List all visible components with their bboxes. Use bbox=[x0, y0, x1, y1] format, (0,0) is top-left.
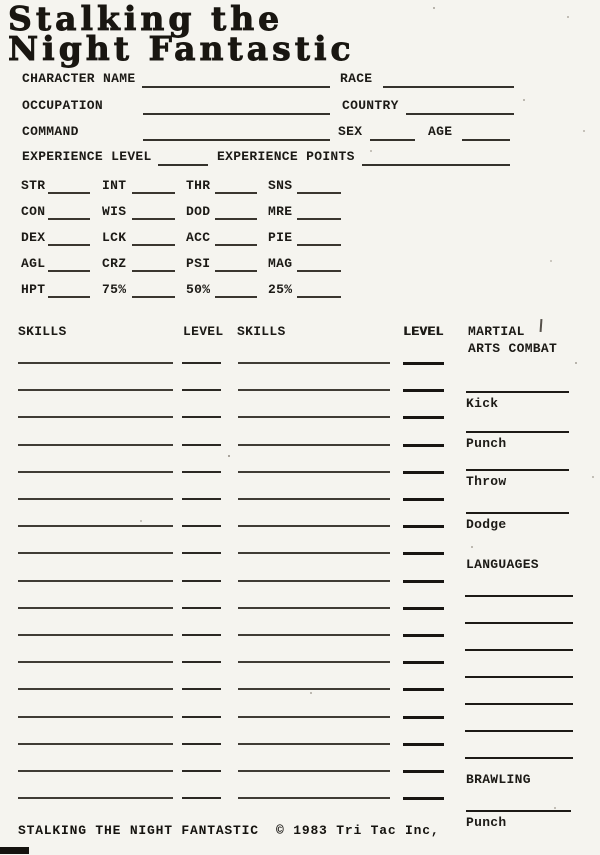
stat-value-line bbox=[215, 218, 257, 220]
language-line bbox=[465, 649, 573, 651]
skill-level-line bbox=[403, 661, 444, 664]
skill-level-line bbox=[182, 580, 221, 582]
stat-value-line bbox=[297, 296, 341, 298]
stat-label: CRZ bbox=[102, 256, 127, 271]
martial-move-label: Throw bbox=[466, 474, 507, 489]
skill-level-line bbox=[403, 362, 444, 365]
field-line-experience-level bbox=[158, 164, 208, 166]
skill-name-line bbox=[18, 634, 173, 636]
skill-level-line bbox=[403, 471, 444, 474]
field-label-occupation: OCCUPATION bbox=[22, 98, 104, 113]
scan-artifact-mark bbox=[540, 319, 543, 332]
skill-name-line bbox=[238, 552, 390, 554]
skill-name-line bbox=[238, 716, 390, 718]
skill-level-line bbox=[182, 389, 221, 391]
skill-name-line bbox=[18, 607, 173, 609]
skill-name-line bbox=[238, 362, 390, 364]
skill-name-line bbox=[18, 525, 173, 527]
language-line bbox=[465, 676, 573, 678]
title-line-2: Night Fantastic bbox=[8, 29, 355, 68]
stat-label: DEX bbox=[21, 230, 46, 245]
martial-move-line bbox=[466, 391, 569, 393]
language-line bbox=[465, 730, 573, 732]
skill-level-line bbox=[403, 688, 444, 691]
skill-name-line bbox=[18, 688, 173, 690]
skill-name-line bbox=[18, 797, 173, 799]
brawling-title: BRAWLING bbox=[466, 772, 531, 787]
skill-level-line bbox=[182, 552, 221, 554]
footer-copyright: STALKING THE NIGHT FANTASTIC © 1983 Tri Tac Inc, bbox=[18, 823, 440, 838]
skill-level-line bbox=[403, 770, 444, 773]
skill-level-line bbox=[182, 525, 221, 527]
stat-value-line bbox=[215, 296, 257, 298]
martial-move-line bbox=[466, 469, 569, 471]
field-label-age: AGE bbox=[428, 124, 453, 139]
field-line-sex bbox=[370, 139, 415, 141]
field-line-occupation bbox=[143, 113, 330, 115]
martial-move-label: Punch bbox=[466, 436, 507, 451]
stat-value-line bbox=[48, 218, 90, 220]
skill-name-line bbox=[238, 471, 390, 473]
skill-name-line bbox=[18, 580, 173, 582]
skill-name-line bbox=[18, 716, 173, 718]
skill-level-line bbox=[403, 743, 444, 746]
stat-value-line bbox=[132, 244, 175, 246]
field-label-experience-level: EXPERIENCE LEVEL bbox=[22, 149, 152, 164]
stat-value-line bbox=[132, 270, 175, 272]
martial-arts-title-line2: ARTS COMBAT bbox=[468, 341, 558, 356]
scan-artifact-strip bbox=[0, 847, 29, 854]
brawling-move-label: Punch bbox=[466, 815, 507, 830]
stat-label: MAG bbox=[268, 256, 293, 271]
stat-value-line bbox=[48, 296, 90, 298]
stat-label: 25% bbox=[268, 282, 293, 297]
skill-name-line bbox=[18, 444, 173, 446]
stat-label: MRE bbox=[268, 204, 293, 219]
skill-level-line bbox=[403, 389, 444, 392]
stat-value-line bbox=[297, 244, 341, 246]
stat-value-line bbox=[215, 192, 257, 194]
skill-name-line bbox=[18, 770, 173, 772]
stat-label: ACC bbox=[186, 230, 211, 245]
skill-name-line bbox=[238, 580, 390, 582]
skill-level-line bbox=[403, 416, 444, 419]
title-line-1: Stalking the bbox=[8, 0, 284, 38]
skills-col2-header: SKILLS bbox=[237, 324, 286, 339]
skill-level-line bbox=[182, 770, 221, 772]
stat-label: SNS bbox=[268, 178, 293, 193]
field-label-country: COUNTRY bbox=[342, 98, 399, 113]
skills-col2-level-header: LEVEL bbox=[403, 324, 444, 339]
stat-value-line bbox=[132, 218, 175, 220]
skill-level-line bbox=[182, 362, 221, 364]
skill-name-line bbox=[238, 389, 390, 391]
martial-move-label: Dodge bbox=[466, 517, 507, 532]
skill-name-line bbox=[18, 743, 173, 745]
stat-value-line bbox=[297, 218, 341, 220]
skill-level-line bbox=[403, 498, 444, 501]
stat-value-line bbox=[48, 270, 90, 272]
stat-value-line bbox=[48, 192, 90, 194]
skill-name-line bbox=[238, 797, 390, 799]
skill-level-line bbox=[182, 444, 221, 446]
skill-level-line bbox=[182, 716, 221, 718]
stat-label: CON bbox=[21, 204, 46, 219]
skill-level-line bbox=[182, 607, 221, 609]
stat-value-line bbox=[297, 270, 341, 272]
stat-label: LCK bbox=[102, 230, 127, 245]
skill-name-line bbox=[238, 770, 390, 772]
languages-title: LANGUAGES bbox=[466, 557, 539, 572]
skill-level-line bbox=[182, 634, 221, 636]
stat-value-line bbox=[215, 270, 257, 272]
language-line bbox=[465, 757, 573, 759]
skill-level-line bbox=[182, 416, 221, 418]
stat-label: STR bbox=[21, 178, 46, 193]
field-line-race bbox=[383, 86, 514, 88]
skill-name-line bbox=[18, 362, 173, 364]
skill-level-line bbox=[182, 661, 221, 663]
field-line-character-name bbox=[142, 86, 330, 88]
skill-name-line bbox=[238, 743, 390, 745]
skill-name-line bbox=[238, 525, 390, 527]
stat-label: PSI bbox=[186, 256, 211, 271]
stat-label: 75% bbox=[102, 282, 127, 297]
martial-move-line bbox=[466, 431, 569, 433]
skills-col1-level-header: LEVEL bbox=[183, 324, 224, 339]
field-line-command bbox=[143, 139, 330, 141]
skill-name-line bbox=[238, 416, 390, 418]
stat-value-line bbox=[132, 296, 175, 298]
field-line-age bbox=[462, 139, 510, 141]
skill-level-line bbox=[182, 688, 221, 690]
skill-level-line bbox=[403, 607, 444, 610]
skill-level-line bbox=[403, 580, 444, 583]
skill-level-line bbox=[182, 498, 221, 500]
skill-level-line bbox=[403, 716, 444, 719]
skill-name-line bbox=[238, 634, 390, 636]
martial-move-line bbox=[466, 512, 569, 514]
page-title bbox=[8, 0, 355, 68]
martial-arts-title-line1: MARTIAL bbox=[468, 324, 525, 339]
skill-level-line bbox=[403, 634, 444, 637]
field-label-sex: SEX bbox=[338, 124, 363, 139]
skill-name-line bbox=[18, 552, 173, 554]
skill-name-line bbox=[238, 498, 390, 500]
language-line bbox=[465, 595, 573, 597]
field-label-race: RACE bbox=[340, 71, 373, 86]
skill-level-line bbox=[182, 797, 221, 799]
skill-name-line bbox=[238, 688, 390, 690]
stat-label: THR bbox=[186, 178, 211, 193]
skill-name-line bbox=[238, 607, 390, 609]
language-line bbox=[465, 622, 573, 624]
martial-move-label: Kick bbox=[466, 396, 499, 411]
skill-name-line bbox=[238, 444, 390, 446]
stat-label: WIS bbox=[102, 204, 127, 219]
stat-label: PIE bbox=[268, 230, 293, 245]
scan-noise-specks bbox=[433, 7, 435, 9]
skill-level-line bbox=[403, 525, 444, 528]
stat-label: INT bbox=[102, 178, 127, 193]
stat-value-line bbox=[297, 192, 341, 194]
field-line-experience-points bbox=[362, 164, 510, 166]
field-line-country bbox=[406, 113, 514, 115]
skills-col1-header: SKILLS bbox=[18, 324, 67, 339]
stat-value-line bbox=[48, 244, 90, 246]
skill-level-line bbox=[403, 552, 444, 555]
skill-level-line bbox=[182, 743, 221, 745]
skill-name-line bbox=[18, 471, 173, 473]
stat-label: HPT bbox=[21, 282, 46, 297]
stat-label: AGL bbox=[21, 256, 46, 271]
stat-label: 50% bbox=[186, 282, 211, 297]
skill-name-line bbox=[18, 498, 173, 500]
language-line bbox=[465, 703, 573, 705]
skill-name-line bbox=[18, 389, 173, 391]
stat-value-line bbox=[215, 244, 257, 246]
skill-level-line bbox=[182, 471, 221, 473]
field-label-experience-points: EXPERIENCE POINTS bbox=[217, 149, 355, 164]
stat-label: DOD bbox=[186, 204, 211, 219]
field-label-command: COMMAND bbox=[22, 124, 79, 139]
skill-name-line bbox=[238, 661, 390, 663]
stat-value-line bbox=[132, 192, 175, 194]
field-label-character-name: CHARACTER NAME bbox=[22, 71, 136, 86]
skill-level-line bbox=[403, 797, 444, 800]
brawling-move-line bbox=[466, 810, 571, 812]
skill-name-line bbox=[18, 661, 173, 663]
skill-name-line bbox=[18, 416, 173, 418]
skill-level-line bbox=[403, 444, 444, 447]
